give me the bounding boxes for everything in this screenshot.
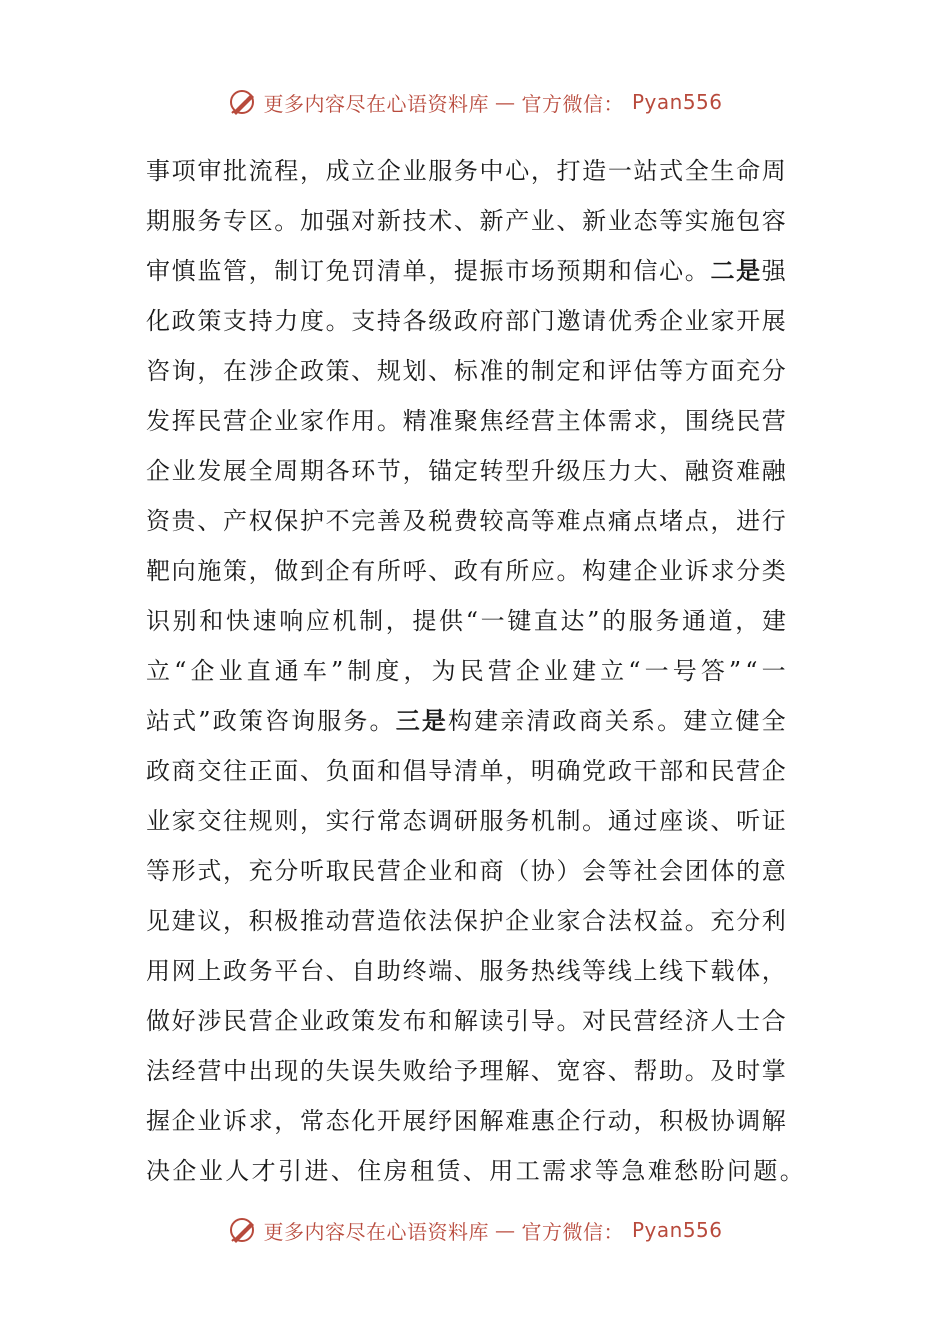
pen-circle-logo-icon bbox=[227, 86, 259, 118]
watermark-dash: — bbox=[494, 1218, 516, 1242]
text-line: 事 项 审 批 流 程 ， 成 立 企 业 服 务 中 心 ， 打 造 一 站 式 全 生 命 周 bbox=[146, 157, 786, 185]
text-line: 做 好 涉 民 营 企 业 政 策 发 布 和 解 读 引 导 。 对 民 营 经 济 人 士 合 bbox=[146, 1007, 786, 1035]
watermark-dash: — bbox=[494, 90, 516, 114]
text-line: 审 慎 监 管 ， 制 订 免 罚 清 单 ， 提 振 市 场 预 期 和 信 心 。 二 是 强 bbox=[146, 256, 786, 285]
text-line: 用 网 上 政 务 平 台 、 自 助 终 端 、 服 务 热 线 等 线 上 线 下 载 体 ， bbox=[146, 957, 786, 985]
watermark-wechat-id: Pyan556 bbox=[631, 90, 723, 114]
text-line: 等 形 式 ， 充 分 听 取 民 营 企 业 和 商 （ 协 ） 会 等 社 会 团 体 的 意 bbox=[146, 857, 786, 885]
text-line: 识 别 和 快 速 响 应 机 制 ， 提 供 “ 一 键 直 达 ” 的 服 务 通 道 ， 建 bbox=[146, 607, 786, 635]
text-line: 政 商 交 往 正 面 、 负 面 和 倡 导 清 单 ， 明 确 党 政 干 部 和 民 营 企 bbox=[146, 757, 786, 785]
header-watermark bbox=[0, 82, 950, 122]
document-body bbox=[146, 146, 807, 1196]
text-line: 咨 询 ， 在 涉 企 政 策 、 规 划 、 标 准 的 制 定 和 评 估 等 方 面 充 分 bbox=[146, 357, 786, 385]
watermark-label: 官方微信： bbox=[521, 1219, 624, 1244]
text-line: 见 建 议 ， 积 极 推 动 营 造 依 法 保 护 企 业 家 合 法 权 益 。 充 分 利 bbox=[146, 907, 786, 935]
pen-circle-logo-icon bbox=[227, 1214, 259, 1246]
watermark-brand: 更多内容尽在心语资料库 bbox=[263, 91, 489, 116]
text-line: 企 业 发 展 全 周 期 各 环 节 ， 锚 定 转 型 升 级 压 力 大 、 融 资 难 融 bbox=[146, 457, 786, 485]
text-line: 靶 向 施 策 ， 做 到 企 有 所 呼 、 政 有 所 应 。 构 建 企 业 诉 求 分 类 bbox=[146, 557, 786, 585]
text-line: 化 政 策 支 持 力 度 。 支 持 各 级 政 府 部 门 邀 请 优 秀 企 业 家 开 展 bbox=[146, 307, 786, 335]
text-line: 资 贵 、 产 权 保 护 不 完 善 及 税 费 较 高 等 难 点 痛 点 堵 点 ， 进 行 bbox=[146, 507, 786, 535]
text-line: 站 式 ” 政 策 咨 询 服 务 。 三 是 构 建 亲 清 政 商 关 系 。 建 立 健 全 bbox=[146, 706, 786, 735]
watermark-wechat-id: Pyan556 bbox=[631, 1218, 723, 1242]
text-line: 握 企 业 诉 求 ， 常 态 化 开 展 纾 困 解 难 惠 企 行 动 ， 积 极 协 调 解 bbox=[146, 1107, 786, 1135]
text-line: 期 服 务 专 区 。 加 强 对 新 技 术 、 新 产 业 、 新 业 态 等 实 施 包 容 bbox=[146, 207, 786, 235]
watermark-brand: 更多内容尽在心语资料库 bbox=[263, 1219, 489, 1244]
watermark-label: 官方微信： bbox=[521, 91, 624, 116]
text-line: 业 家 交 往 规 则 ， 实 行 常 态 调 研 服 务 机 制 。 通 过 座 谈 、 听 证 bbox=[146, 807, 786, 835]
text-line: 发 挥 民 营 企 业 家 作 用 。 精 准 聚 焦 经 营 主 体 需 求 ， 围 绕 民 营 bbox=[146, 407, 786, 435]
footer-watermark bbox=[0, 1210, 950, 1250]
text-line: 立 “ 企 业 直 通 车 ” 制 度 ， 为 民 营 企 业 建 立 “ 一 号 答 ” “ 一 bbox=[146, 657, 786, 685]
text-line: 法 经 营 中 出 现 的 失 误 失 败 给 予 理 解 、 宽 容 、 帮 助 。 及 时 掌 bbox=[146, 1057, 786, 1085]
text-line: 决 企 业 人 才 引 进 、 住 房 租 赁 、 用 工 需 求 等 急 难 愁 盼 问 题 。 bbox=[146, 1157, 807, 1185]
